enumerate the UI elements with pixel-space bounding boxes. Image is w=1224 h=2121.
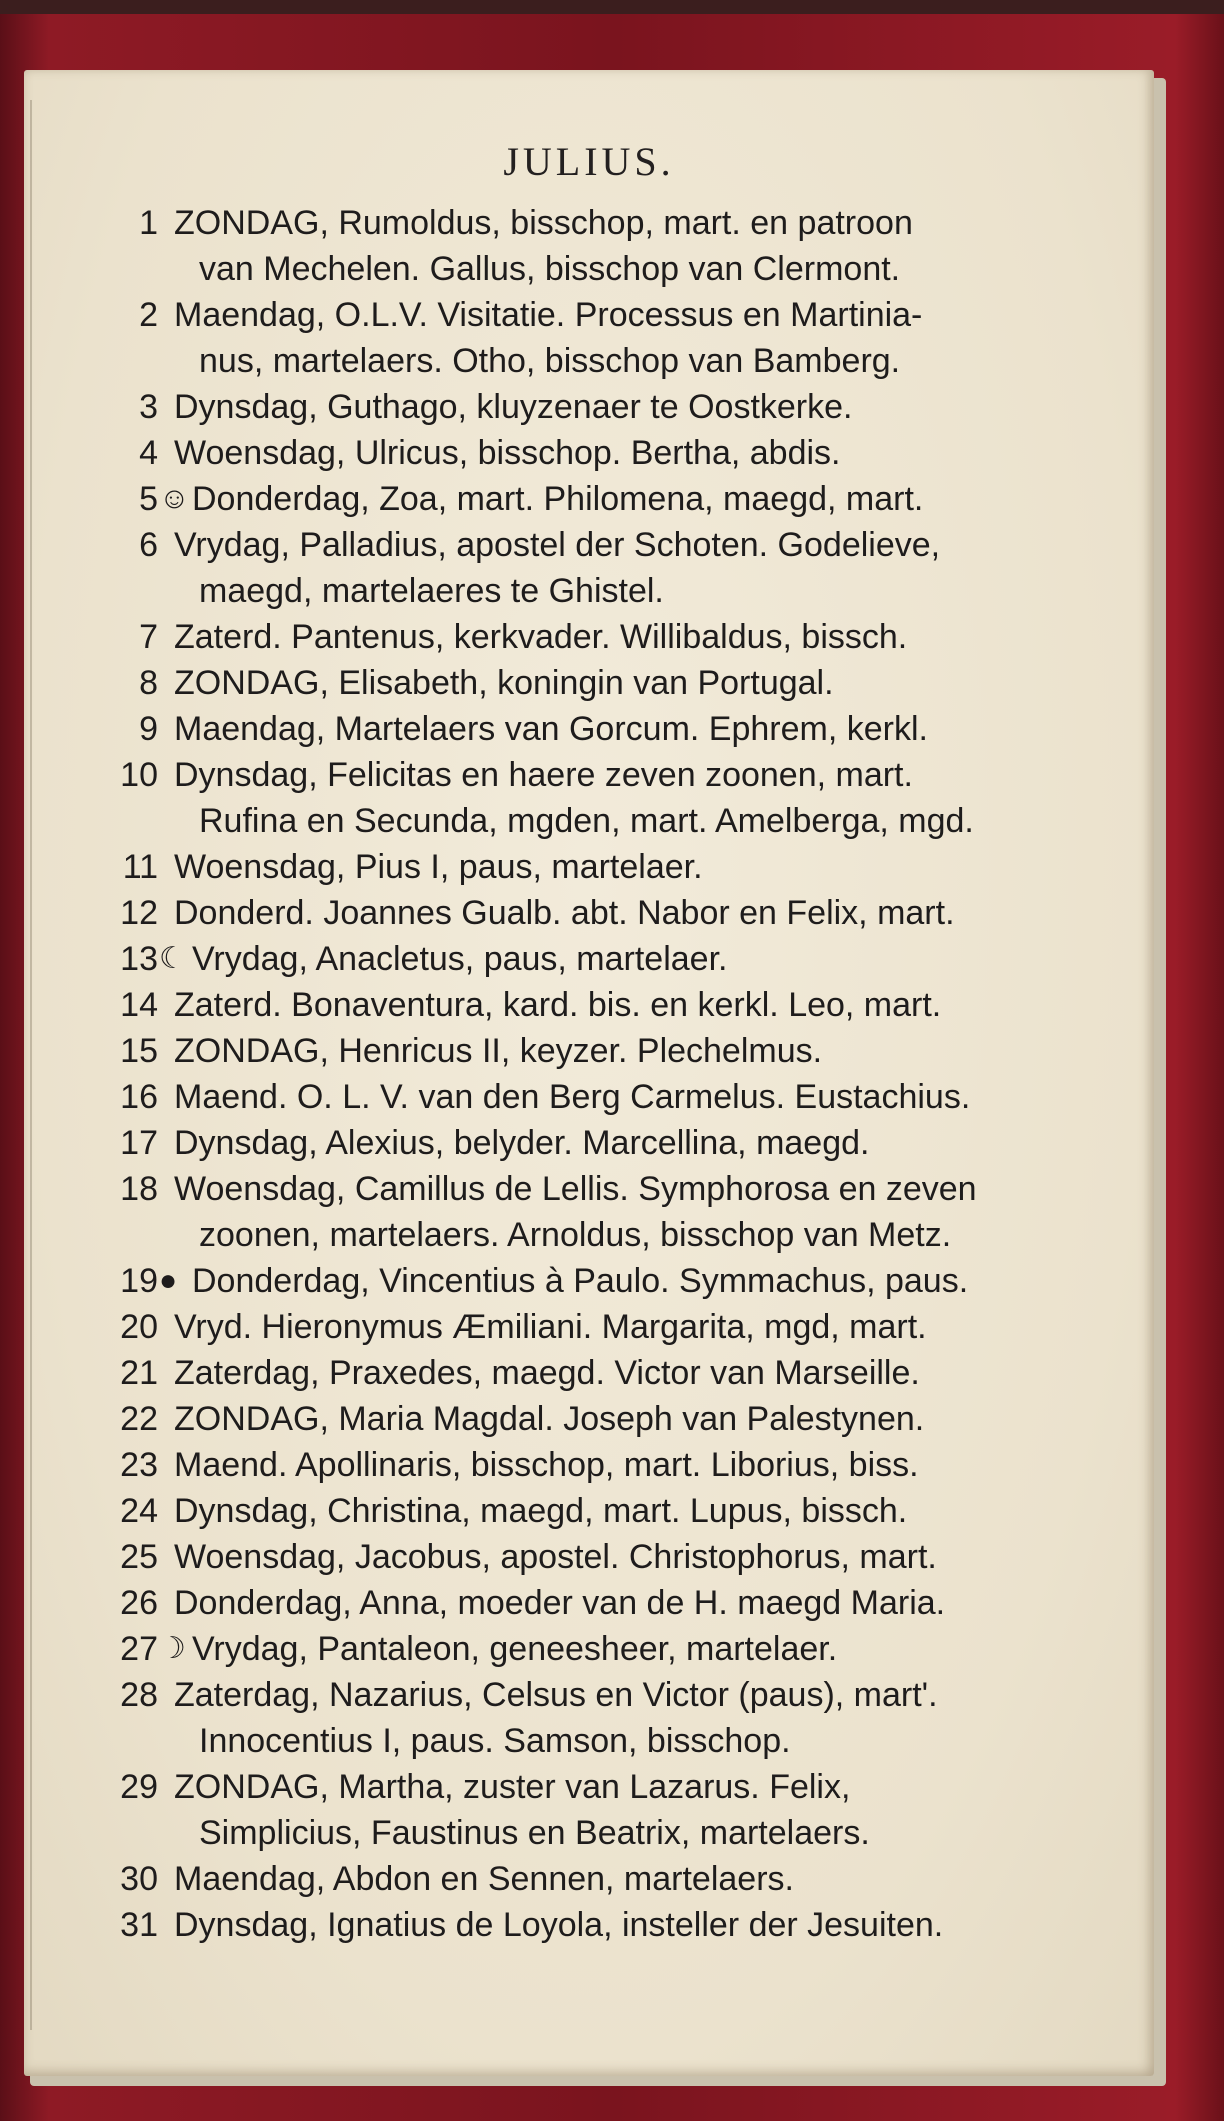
day-number: 10	[120, 756, 158, 794]
entry-text: Rufina en Secunda, mgden, mart. Amelberga, mgd.	[199, 802, 974, 840]
entry-text: Dynsdag, Guthago, kluyzenaer te Oostkerke.	[174, 388, 853, 426]
calendar-entry	[24, 476, 1144, 522]
calendar-entry	[24, 430, 1144, 476]
calendar-entry	[24, 1258, 1144, 1304]
calendar-entry-continuation	[24, 568, 1144, 614]
day-number: 2	[139, 296, 158, 334]
calendar-entry	[24, 1626, 1144, 1672]
entry-text: ZONDAG, Rumoldus, bisschop, mart. en patroon	[174, 204, 913, 242]
day-number: 4	[139, 434, 158, 472]
entry-text: zoonen, martelaers. Arnoldus, bisschop van Metz.	[199, 1216, 952, 1254]
calendar-entry	[24, 1304, 1144, 1350]
entry-text: Vrydag, Palladius, apostel der Schoten. Godelieve,	[174, 526, 941, 564]
entry-text: Dynsdag, Alexius, belyder. Marcellina, maegd.	[174, 1124, 870, 1162]
entry-text: Maendag, Abdon en Sennen, martelaers.	[174, 1860, 794, 1898]
day-number: 13	[120, 940, 158, 978]
calendar-entry	[24, 1396, 1144, 1442]
calendar-entry	[24, 1120, 1144, 1166]
entry-text: Dynsdag, Christina, maegd, mart. Lupus, bissch.	[174, 1492, 908, 1530]
entry-text: Maend. O. L. V. van den Berg Carmelus. Eustachius.	[174, 1078, 971, 1116]
entry-text: Donderd. Joannes Gualb. abt. Nabor en Felix, mart.	[174, 894, 955, 932]
moon-phase-icon: ☽	[159, 1632, 186, 1665]
entry-text: Zaterd. Bonaventura, kard. bis. en kerkl. Leo, mart.	[174, 986, 942, 1024]
entry-text: Donderdag, Anna, moeder van de H. maegd Maria.	[174, 1584, 946, 1622]
day-number: 12	[120, 894, 158, 932]
calendar-entry	[24, 1580, 1144, 1626]
day-number: 8	[139, 664, 158, 702]
day-number: 14	[120, 986, 158, 1024]
calendar-entry	[24, 1074, 1144, 1120]
calendar-entry	[24, 706, 1144, 752]
day-number: 7	[139, 618, 158, 656]
day-number: 11	[122, 848, 158, 886]
calendar-entry	[24, 1442, 1144, 1488]
calendar-entry	[24, 292, 1144, 338]
calendar-entry	[24, 1902, 1144, 1948]
calendar-entry-continuation	[24, 1212, 1144, 1258]
calendar-entry-continuation	[24, 798, 1144, 844]
entry-text: Woensdag, Pius I, paus, martelaer.	[174, 848, 703, 886]
entry-text: Vrydag, Pantaleon, geneesheer, martelaer.	[192, 1630, 838, 1668]
entry-text: Zaterdag, Nazarius, Celsus en Victor (paus), mart'.	[174, 1676, 938, 1714]
entry-text: Simplicius, Faustinus en Beatrix, martelaers.	[199, 1814, 870, 1852]
calendar-entry	[24, 384, 1144, 430]
day-number: 19	[120, 1262, 158, 1300]
page-title: JULIUS.	[503, 139, 675, 184]
calendar-entry	[24, 936, 1144, 982]
entry-text: Maend. Apollinaris, bisschop, mart. Liborius, biss.	[174, 1446, 919, 1484]
entry-text: ZONDAG, Maria Magdal. Joseph van Palestynen.	[174, 1400, 925, 1438]
calendar-entry	[24, 1534, 1144, 1580]
day-number: 22	[120, 1400, 158, 1438]
calendar-page	[24, 70, 1154, 2076]
entry-text: Zaterdag, Praxedes, maegd. Victor van Marseille.	[174, 1354, 920, 1392]
day-number: 27	[120, 1630, 158, 1668]
day-number: 18	[120, 1170, 158, 1208]
day-number: 5	[139, 480, 158, 518]
entry-text: Maendag, Martelaers van Gorcum. Ephrem, kerkl.	[174, 710, 928, 748]
moon-phase-icon: ☾	[159, 942, 186, 975]
entry-text: Zaterd. Pantenus, kerkvader. Willibaldus, bissch.	[174, 618, 908, 656]
calendar-entry	[24, 844, 1144, 890]
calendar-entry	[24, 614, 1144, 660]
entry-text: Woensdag, Camillus de Lellis. Symphorosa en zeven	[174, 1170, 977, 1208]
entry-text: van Mechelen. Gallus, bisschop van Clermont.	[199, 250, 901, 288]
day-number: 30	[120, 1860, 158, 1898]
entry-text: Vrydag, Anacletus, paus, martelaer.	[192, 940, 728, 978]
entry-text: maegd, martelaeres te Ghistel.	[199, 572, 664, 610]
entry-text: Woensdag, Ulricus, bisschop. Bertha, abdis.	[174, 434, 841, 472]
calendar-entry	[24, 1672, 1144, 1718]
day-number: 1	[139, 204, 158, 242]
day-number: 29	[120, 1768, 158, 1806]
day-number: 31	[120, 1906, 158, 1944]
entry-text: ZONDAG, Martha, zuster van Lazarus. Felix,	[174, 1768, 851, 1806]
moon-phase-icon: ●	[159, 1264, 178, 1297]
day-number: 20	[120, 1308, 158, 1346]
entry-text: Dynsdag, Felicitas en haere zeven zoonen, mart.	[174, 756, 913, 794]
calendar-entry	[24, 890, 1144, 936]
entry-text: Woensdag, Jacobus, apostel. Christophorus, mart.	[174, 1538, 937, 1576]
calendar-entry-continuation	[24, 1810, 1144, 1856]
day-number: 28	[120, 1676, 158, 1714]
calendar-entry	[24, 1488, 1144, 1534]
calendar-entry	[24, 200, 1144, 246]
day-number: 21	[120, 1354, 158, 1392]
day-number: 6	[139, 526, 158, 564]
day-number: 24	[120, 1492, 158, 1530]
entry-text: ZONDAG, Elisabeth, koningin van Portugal.	[174, 664, 834, 702]
calendar-entry-continuation	[24, 1718, 1144, 1764]
calendar-entry	[24, 1856, 1144, 1902]
day-number: 23	[120, 1446, 158, 1484]
binding-top-edge	[0, 0, 1224, 14]
calendar-entry	[24, 1166, 1144, 1212]
entry-text: nus, martelaers. Otho, bisschop van Bamberg.	[199, 342, 901, 380]
entry-text: Donderdag, Vincentius à Paulo. Symmachus, paus.	[192, 1262, 969, 1300]
day-number: 15	[120, 1032, 158, 1070]
moon-phase-icon: ☺	[159, 482, 190, 515]
entry-text: ZONDAG, Henricus II, keyzer. Plechelmus.	[174, 1032, 823, 1070]
entry-text: Innocentius I, paus. Samson, bisschop.	[199, 1722, 791, 1760]
day-number: 3	[139, 388, 158, 426]
calendar-entry	[24, 522, 1144, 568]
day-number: 17	[120, 1124, 158, 1162]
day-number: 26	[120, 1584, 158, 1622]
calendar-entry	[24, 1350, 1144, 1396]
calendar-entry	[24, 752, 1144, 798]
calendar-entry	[24, 982, 1144, 1028]
day-number: 9	[139, 710, 158, 748]
entry-text: Maendag, O.L.V. Visitatie. Processus en Martinia-	[174, 296, 923, 334]
entry-text: Dynsdag, Ignatius de Loyola, insteller der Jesuiten.	[174, 1906, 944, 1944]
calendar-entry	[24, 660, 1144, 706]
calendar-entry	[24, 1028, 1144, 1074]
calendar-entry-continuation	[24, 246, 1144, 292]
calendar-entry-continuation	[24, 338, 1144, 384]
calendar-entry	[24, 1764, 1144, 1810]
day-number: 25	[120, 1538, 158, 1576]
day-number: 16	[120, 1078, 158, 1116]
entry-text: Vryd. Hieronymus Æmiliani. Margarita, mgd, mart.	[174, 1308, 927, 1346]
entry-text: Donderdag, Zoa, mart. Philomena, maegd, mart.	[192, 480, 924, 518]
